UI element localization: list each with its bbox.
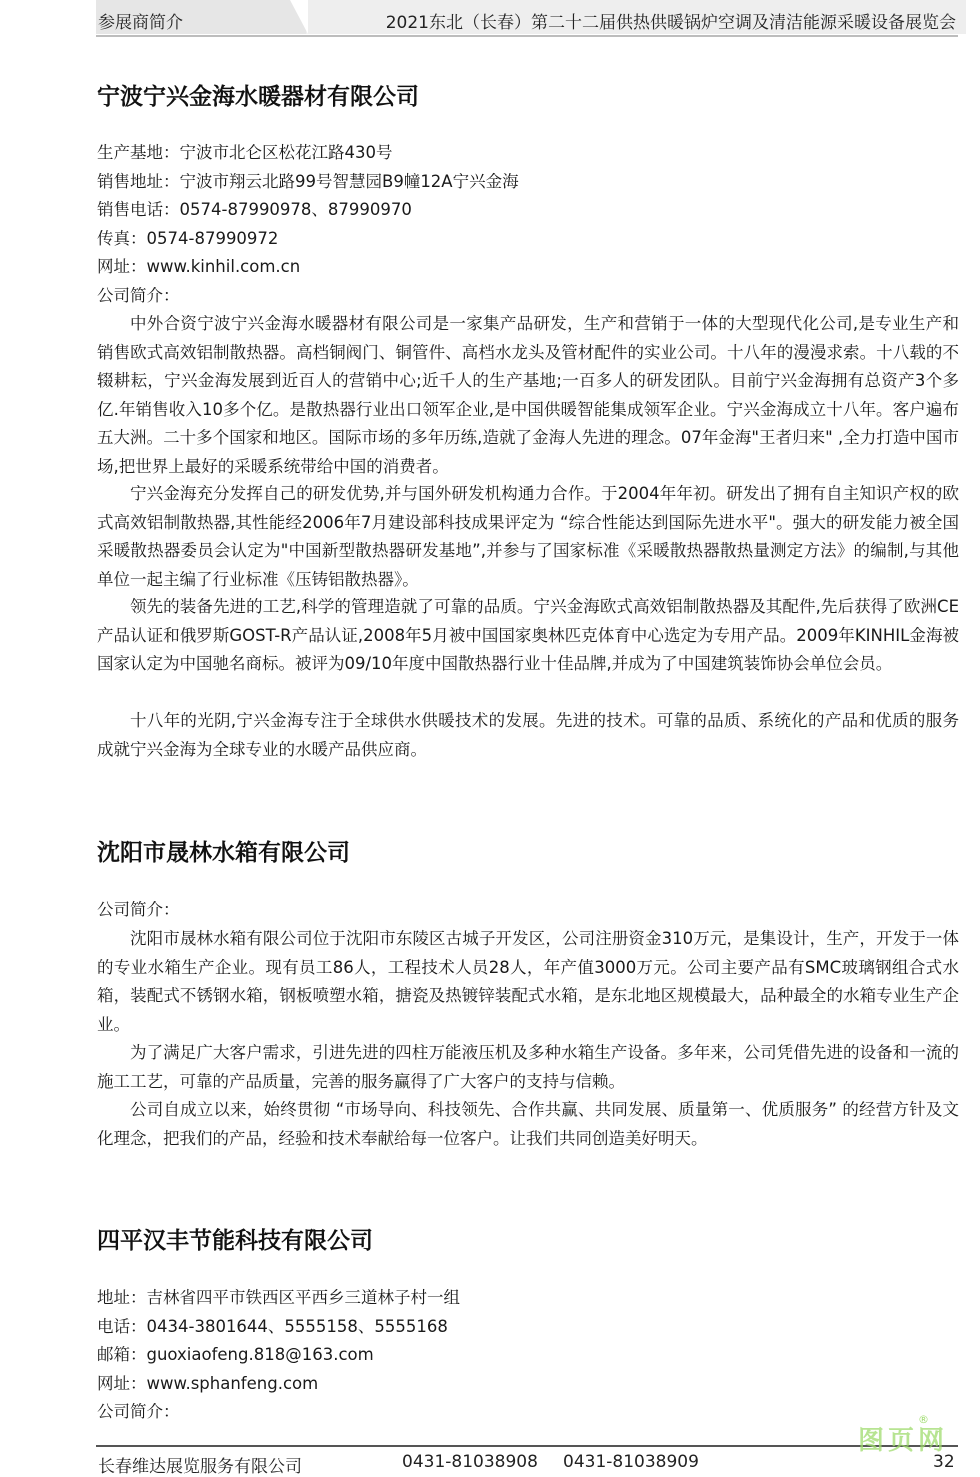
company-paragraph: 为了满足广大客户需求，引进先进的四柱万能液压机及多种水箱生产设备。多年来，公司凭借先进的设备和一流的施工工艺，可靠的产品质量，完善的服务赢得了广大客户的支持与信赖。 — [97, 1043, 959, 1091]
company-title-siping: 四平汉丰节能科技有限公司 — [97, 1228, 373, 1254]
info-fax: 传真：0574-87990972 — [97, 228, 279, 248]
company-paragraph: 中外合资宁波宁兴金海水暖器材有限公司是一家集产品研发，生产和营销于一体的大型现代化公司,是专业生产和销售欧式高效铝制散热器。高档铜阀门、铜管件、高档水龙头及管材配件的实业公司。十八年的漫漫求索。十八载的不辍耕耘，宁兴金海发展到近百人的营销中心;近千人的生产基地;一百多人的研发团队。目前宁兴金海拥有总资产3个多亿.年销售收入10多个亿。是散热器行业出口领军企业,是中国供暖智能集成领军企业。宁兴金海成立十八年。客户遍布五大洲。二十多个国家和地区。国际市场的多年历练,造就了金海人先进的理念。07年金海"王者归来" ,全力打造中国市场,把世界上最好的采暖系统带给中国的消费者。 — [97, 314, 959, 476]
page-header — [0, 0, 980, 40]
company-paragraph: 十八年的光阴,宁兴金海专注于全球供水供暖技术的发展。先进的技术。可靠的品质、系统化的产品和优质的服务成就宁兴金海为全球专业的水暖产品供应商。 — [97, 711, 959, 759]
info-production-base: 生产基地：宁波市北仑区松花江路430号 — [97, 143, 393, 162]
company-title-shenyang: 沈阳市晟林水箱有限公司 — [97, 840, 350, 866]
company-paragraph: 宁兴金海充分发挥自己的研发优势,并与国外研发机构通力合作。于2004年年初。研发出了拥有自主知识产权的欧式高效铝制散热器,其性能经2006年7月建设部科技成果评定为 “综合性能达到国际先进水平"。强大的研发能力被全国采暖散热器委员会认定为"中国新型散热器研发基地”,并参与了国家标准《采暖散热器散热量测定方法》的编制,与其他单位一起主编了行业标准《压铸铝散热器》。 — [97, 484, 959, 589]
info-intro-label: 公司简介： — [97, 285, 180, 305]
info-sales-address: 销售地址：宁波市翔云北路99号智慧园B9幢12A宁兴金海 — [97, 171, 519, 191]
footer-phone-2: 0431-81038909 — [563, 1452, 699, 1472]
company-paragraph: 领先的装备先进的工艺,科学的管理造就了可靠的品质。宁兴金海欧式高效铝制散热器及其配件,先后获得了欧洲CE产品认证和俄罗斯GOST-R产品认证,2008年5月被中国国家奥林匹克体育中心选定为专用产品。2009年KINHIL金海被国家认定为中国驰名商标。被评为09/10年度中国散热器行业十佳品牌,并成为了中国建筑装饰协会单位会员。 — [97, 597, 959, 673]
watermark-registered-mark: ® — [918, 1413, 929, 1426]
company-paragraph: 公司自成立以来，始终贯彻 “市场导向、科技领先、合作共赢、共同发展、质量第一、优质服务” 的经营方针及文化理念，把我们的产品，经验和技术奉献给每一位客户。让我们共同创造美好明天。 — [97, 1100, 959, 1148]
company-paragraph: 沈阳市晟林水箱有限公司位于沈阳市东陵区古城子开发区，公司注册资金310万元，是集设计，生产，开发于一体的专业水箱生产企业。现有员工86人，工程技术人员28人，年产值3000万元。公司主要产品有SMC玻璃钢组合式水箱，装配式不锈钢水箱，钢板喷塑水箱，搪瓷及热镀锌装配式水箱，是东北地区规模最大，品种最全的水箱专业生产企业。 — [97, 929, 959, 1034]
header-divider — [96, 35, 958, 37]
company-info-ningbo — [97, 139, 959, 310]
header-section-label: 参展商简介 — [98, 13, 183, 33]
info-address: 地址：吉林省四平市铁西区平西乡三道林子村一组 — [97, 1288, 460, 1307]
info-phone: 电话：0434-3801644、5555158、5555168 — [97, 1316, 448, 1336]
info-email: 邮箱：guoxiaofeng.818@163.com — [97, 1345, 374, 1364]
info-sales-phone: 销售电话：0574-87990978、87990970 — [97, 200, 412, 219]
footer-divider — [96, 1445, 958, 1447]
company-title-ningbo: 宁波宁兴金海水暖器材有限公司 — [97, 84, 419, 110]
info-intro-label: 公司简介： — [97, 1402, 180, 1421]
info-website: 网址：www.sphanfeng.com — [97, 1373, 319, 1393]
company-info-siping — [97, 1284, 959, 1427]
header-exhibition-title: 2021东北（长春）第二十二届供热供暖锅炉空调及清洁能源采暖设备展览会 — [385, 13, 956, 33]
company-info-shenyang — [97, 896, 959, 925]
info-website: 网址：www.kinhil.com.cn — [97, 257, 301, 276]
header-slant-divider — [290, 0, 308, 34]
watermark-logo: 图页网 — [858, 1426, 949, 1456]
footer-company: 长春维达展览服务有限公司 — [98, 1457, 302, 1477]
info-intro-label: 公司简介： — [97, 900, 180, 919]
page-number: 32 — [933, 1452, 955, 1472]
footer-phone-1: 0431-81038908 — [402, 1452, 538, 1472]
